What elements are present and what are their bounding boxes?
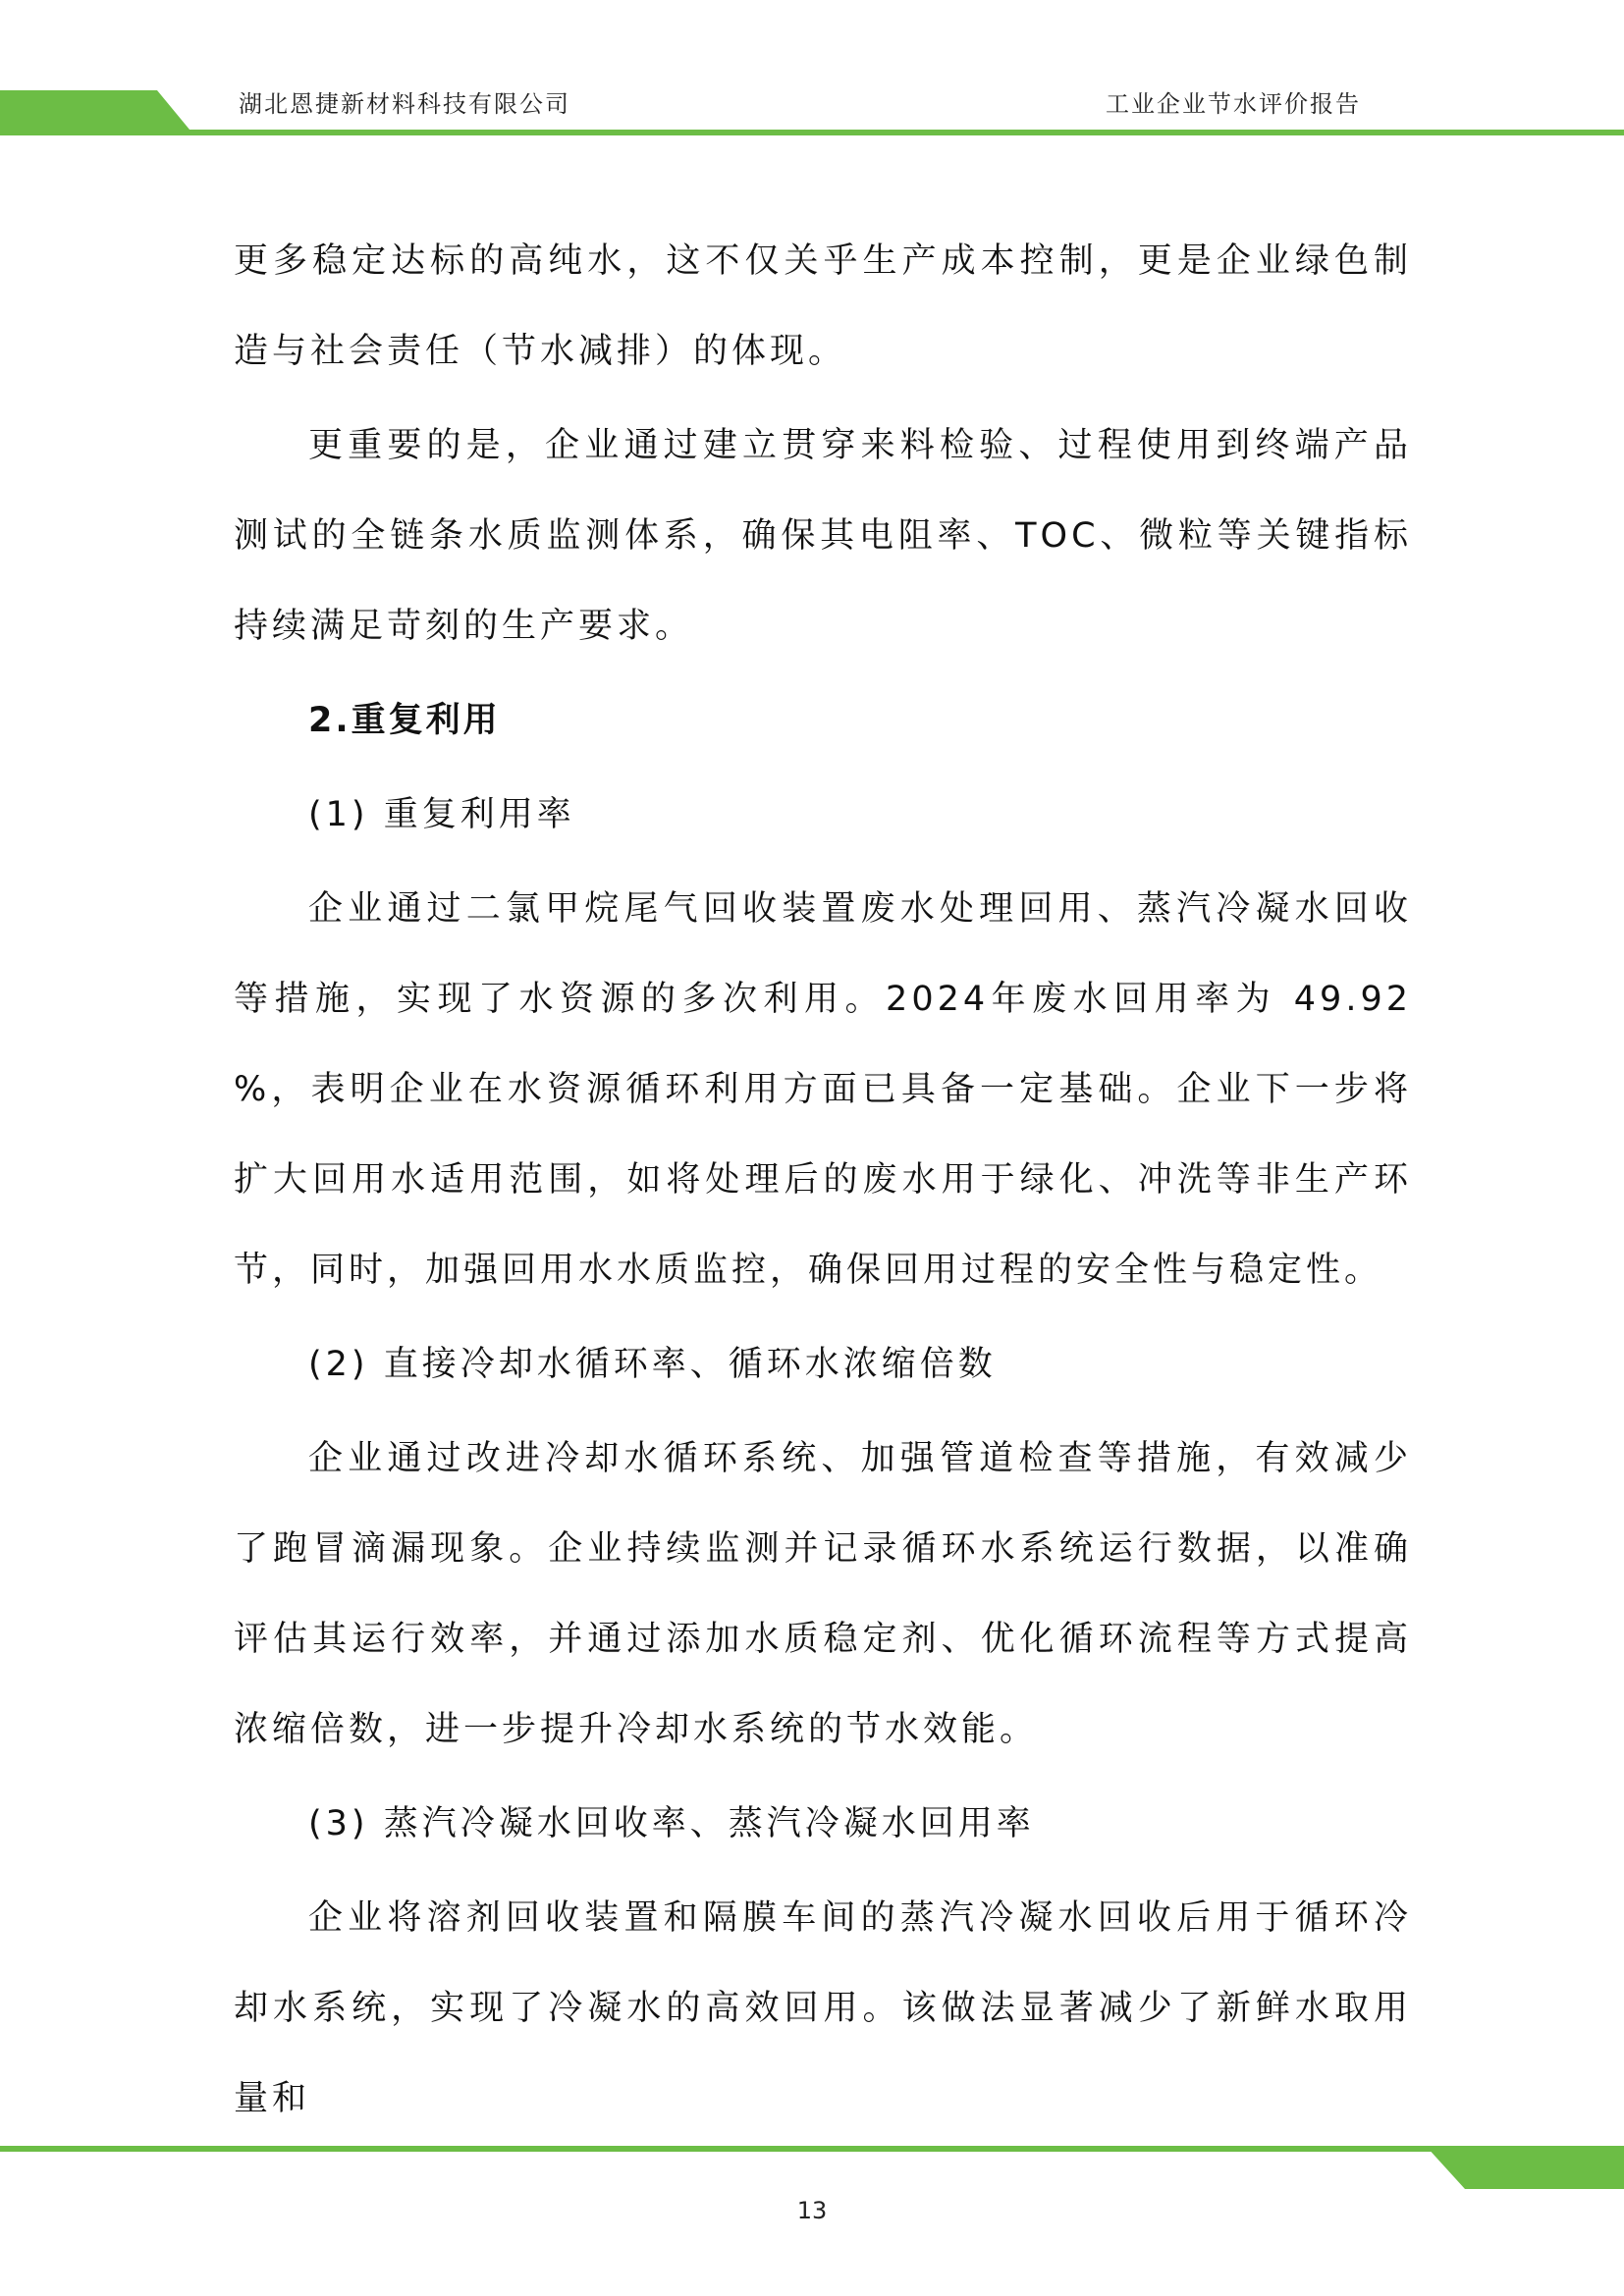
header-accent-band bbox=[0, 90, 1624, 137]
paragraph-steam-condensate: 企业将溶剂回收装置和隔膜车间的蒸汽冷凝水回收后用于循环冷却水系统，实现了冷凝水的高效回用。该做法显著减少了新鲜水取用量和 bbox=[234, 1898, 1412, 2118]
header-report-title: 工业企业节水评价报告 bbox=[1106, 90, 1361, 118]
page-body bbox=[234, 216, 1412, 2148]
subheading-steam-condensate: (3) 蒸汽冷凝水回收率、蒸汽冷凝水回用率 bbox=[308, 1804, 1035, 1843]
header-company-name: 湖北恩捷新材料科技有限公司 bbox=[239, 90, 570, 118]
footer-accent-tab bbox=[1426, 2146, 1624, 2189]
paragraph-monitoring: 更重要的是，企业通过建立贯穿来料检验、过程使用到终端产品测试的全链条水质监测体系，确保其电阻率、TOC、微粒等关键指标持续满足苛刻的生产要求。 bbox=[234, 426, 1412, 646]
paragraph-cooling-water: 企业通过改进冷却水循环系统、加强管道检查等措施，有效减少了跑冒滴漏现象。企业持续监测并记录循环水系统运行数据，以准确评估其运行效率，并通过添加水质稳定剂、优化循环流程等方式提高浓缩倍数，进一步提升冷却水系统的节水效能。 bbox=[234, 1439, 1412, 1749]
section-heading-reuse: 2.重复利用 bbox=[308, 701, 501, 740]
footer-accent-band bbox=[0, 2146, 1624, 2189]
footer-accent-line bbox=[0, 2146, 1624, 2152]
page-number: 13 bbox=[796, 2197, 828, 2224]
paragraph-reuse-rate: 企业通过二氯甲烷尾气回收装置废水处理回用、蒸汽冷凝水回收等措施，实现了水资源的多次利用。2024年废水回用率为 49.92 %，表明企业在水资源循环利用方面已具备一定基础。企业下一步将扩大回用水适用范围，如将处理后的废水用于绿化、冲洗等非生产环节，同时，加强回用水水质监控，确保回用过程的安全性与稳定性。 bbox=[234, 889, 1412, 1290]
paragraph-continuation: 更多稳定达标的高纯水，这不仅关乎生产成本控制，更是企业绿色制造与社会责任（节水减排）的体现。 bbox=[234, 241, 1412, 371]
subheading-reuse-rate: (1) 重复利用率 bbox=[308, 795, 575, 834]
subheading-cooling-water: (2) 直接冷却水循环率、循环水浓缩倍数 bbox=[308, 1345, 997, 1384]
header-accent-line bbox=[0, 130, 1624, 135]
header-accent-tab bbox=[0, 90, 194, 135]
